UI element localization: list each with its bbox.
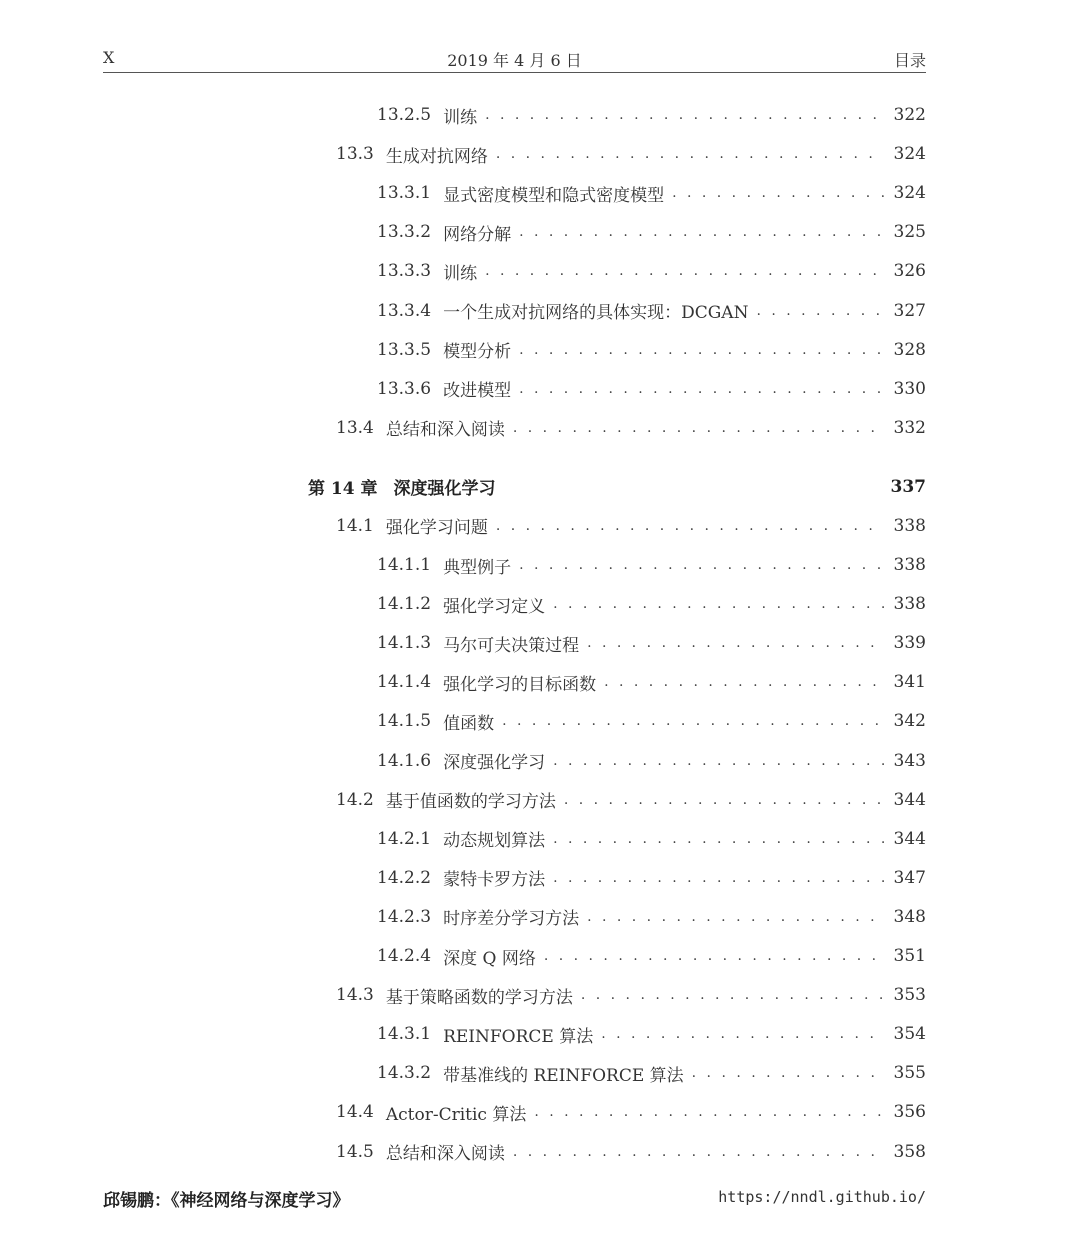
toc-entry-number: 13.3.5 (377, 339, 432, 360)
toc-entry[interactable] (377, 1060, 926, 1086)
toc-entry[interactable] (377, 258, 926, 284)
toc-entry-title: 显式密度模型和隐式密度模型 (443, 185, 665, 206)
header-date: 2019 年 4 月 6 日 (447, 51, 582, 70)
toc-entry[interactable] (377, 669, 926, 695)
toc-entry-page: 338 (893, 594, 926, 615)
toc-entry[interactable] (377, 826, 926, 852)
toc-entry-number: 14.3.2 (377, 1063, 432, 1084)
toc-dot-leader (553, 831, 883, 847)
toc-dot-leader (756, 303, 883, 319)
toc-entry-title: 马尔可夫决策过程 (443, 635, 580, 656)
toc-entry-title: 典型例子 (443, 557, 512, 578)
toc-entry-title: 强化学习问题 (385, 518, 488, 539)
toc-entry-number: 13.3.2 (377, 222, 432, 243)
toc-entry-page: 342 (893, 711, 926, 732)
toc-entry-page: 347 (893, 867, 926, 888)
toc-dot-leader (496, 146, 884, 162)
toc-entry[interactable] (377, 748, 926, 774)
toc-entry[interactable] (377, 1021, 926, 1047)
toc-entry-title: 总结和深入阅读 (385, 420, 505, 441)
toc-entry-number: 14.3 (336, 985, 374, 1006)
toc-entry-number: 14.1.1 (377, 555, 432, 575)
toc-entry-page: 344 (893, 789, 926, 810)
toc-entry[interactable] (336, 787, 926, 813)
toc-dot-leader (604, 674, 883, 690)
toc-dot-leader (553, 596, 883, 612)
toc-entry-page: 355 (893, 1063, 926, 1084)
toc-entry-number: 13.3.4 (377, 300, 432, 321)
toc-entry-title: 一个生成对抗网络的具体实现：DCGAN (443, 303, 749, 323)
toc-entry[interactable] (377, 904, 926, 930)
toc-entry-page: 358 (893, 1141, 926, 1162)
toc-dot-leader (519, 381, 883, 397)
toc-entry[interactable] (336, 141, 926, 167)
toc-entry-number: 14.1.2 (377, 594, 432, 615)
toc-dot-leader (581, 987, 884, 1003)
toc-entry-title: 网络分解 (443, 224, 512, 245)
toc-entry-page: 324 (893, 183, 926, 204)
toc-dot-leader (692, 1065, 884, 1081)
toc-entry-page: 338 (893, 515, 926, 536)
toc-dot-leader (485, 107, 883, 123)
toc-entry-page: 343 (893, 750, 926, 771)
toc-entry-page: 354 (893, 1024, 926, 1045)
toc-entry-title: 训练 (443, 107, 478, 128)
toc-dot-leader (601, 1026, 883, 1042)
toc-entry-page: 326 (893, 261, 926, 282)
toc-entry-number: 第 14 章 (308, 479, 378, 500)
toc-entry-title: 时序差分学习方法 (443, 909, 580, 930)
toc-entry-number: 14.1.6 (377, 750, 432, 771)
toc-entry-number: 14.4 (336, 1102, 374, 1123)
toc-entry-number: 14.2.4 (377, 946, 432, 966)
toc-chapter-entry[interactable] (308, 474, 926, 500)
toc-entry[interactable] (336, 513, 926, 539)
toc-entry-page: 356 (893, 1102, 926, 1123)
toc-entry-title: 强化学习的目标函数 (443, 674, 597, 695)
toc-entry-number: 14.5 (336, 1141, 374, 1162)
toc-dot-leader (496, 518, 884, 534)
toc-entry-number: 14.1 (336, 515, 374, 536)
toc-dot-leader (544, 948, 884, 964)
toc-entry[interactable] (377, 102, 926, 128)
footer-url[interactable]: https://nndl.github.io/ (718, 1188, 926, 1206)
toc-entry[interactable] (377, 943, 926, 969)
toc-entry-title: 深度 Q 网络 (443, 948, 536, 969)
toc-entry-page: 351 (893, 946, 926, 966)
toc-dot-leader (534, 1104, 883, 1120)
toc-dot-leader (587, 635, 883, 651)
toc-entry-number: 14.1.5 (377, 711, 432, 732)
toc-entry-number: 14.2.3 (377, 906, 432, 927)
toc-entry-page: 348 (893, 906, 926, 927)
toc-entry-title: 深度强化学习 (393, 479, 496, 500)
toc-entry-page: 322 (893, 105, 926, 125)
toc-entry[interactable] (377, 180, 926, 206)
toc-entry-number: 13.3.1 (377, 183, 432, 204)
toc-entry-title: 值函数 (443, 713, 495, 734)
toc-entry-number: 13.2.5 (377, 105, 432, 125)
toc-entry-number: 14.2.2 (377, 867, 432, 888)
toc-entry-number: 13.3.6 (377, 378, 432, 399)
header-section-title: 目录 (893, 51, 926, 70)
toc-entry-page: 330 (893, 378, 926, 399)
toc-entry[interactable] (336, 415, 926, 441)
toc-dot-leader (553, 870, 883, 886)
toc-entry[interactable] (377, 708, 926, 734)
toc-entry[interactable] (336, 1139, 926, 1165)
toc-dot-leader (519, 224, 883, 240)
toc-entry-title: 训练 (443, 263, 478, 284)
footer-book-title: 邱锡鹏：《神经网络与深度学习》 (103, 1191, 350, 1211)
toc-entry-page: 344 (893, 828, 926, 849)
toc-entry-page: 341 (893, 672, 926, 693)
toc-entry-title: 生成对抗网络 (385, 146, 488, 167)
toc-dot-leader (564, 792, 884, 808)
toc-dot-leader (519, 342, 883, 358)
toc-entry[interactable] (336, 1099, 926, 1125)
toc-dot-leader (513, 420, 884, 436)
toc-entry[interactable] (377, 219, 926, 245)
toc-entry[interactable] (377, 337, 926, 363)
toc-entry-number: 14.1.3 (377, 633, 432, 654)
toc-entry-number: 13.3.3 (377, 261, 432, 282)
toc-entry-title: 总结和深入阅读 (385, 1144, 505, 1164)
toc-entry[interactable] (377, 376, 926, 402)
toc-entry[interactable] (377, 630, 926, 656)
toc-entry-title: 动态规划算法 (443, 831, 546, 852)
toc-entry-number: 13.4 (336, 417, 374, 438)
toc-dot-leader (502, 713, 883, 729)
toc-entry[interactable] (336, 982, 926, 1008)
toc-entry-title: 带基准线的 REINFORCE 算法 (443, 1065, 684, 1086)
toc-entry-title: 基于策略函数的学习方法 (385, 987, 573, 1008)
toc-entry-title: 蒙特卡罗方法 (443, 870, 546, 891)
toc-entry-title: 模型分析 (443, 342, 512, 363)
toc-entry-page: 337 (890, 476, 926, 497)
toc-entry-page: 353 (893, 985, 926, 1006)
toc-entry-page: 325 (893, 222, 926, 243)
toc-entry-title: 基于值函数的学习方法 (385, 792, 556, 813)
toc-entry-page: 324 (893, 144, 926, 165)
toc-entry[interactable] (377, 298, 926, 324)
toc-entry-title: 改进模型 (443, 381, 512, 402)
toc-entry-title: 强化学习定义 (443, 596, 546, 617)
toc-entry-page: 328 (893, 339, 926, 360)
toc-entry[interactable] (377, 865, 926, 891)
toc-entry-page: 338 (893, 555, 926, 575)
toc-dot-leader (519, 557, 883, 573)
toc-entry-number: 14.3.1 (377, 1024, 432, 1045)
toc-entry-number: 14.2 (336, 789, 374, 810)
toc-entry-title: REINFORCE 算法 (443, 1026, 594, 1047)
toc-dot-leader (485, 263, 883, 279)
header-page-number: X (103, 48, 115, 67)
toc-entry-title: Actor-Critic 算法 (385, 1104, 527, 1125)
toc-entry-number: 14.2.1 (377, 828, 432, 849)
toc-entry-number: 14.1.4 (377, 672, 432, 693)
toc-entry-page: 339 (893, 633, 926, 654)
toc-entry-page: 332 (893, 417, 926, 438)
toc-dot-leader (513, 1144, 884, 1160)
toc-entry-title: 深度强化学习 (443, 753, 546, 773)
toc-entry[interactable] (377, 552, 926, 578)
toc-dot-leader (672, 185, 883, 201)
toc-dot-leader (587, 909, 883, 925)
toc-entry-page: 327 (893, 300, 926, 321)
toc-entry[interactable] (377, 591, 926, 617)
toc-dot-leader (553, 753, 883, 769)
toc-entry-number: 13.3 (336, 144, 374, 165)
